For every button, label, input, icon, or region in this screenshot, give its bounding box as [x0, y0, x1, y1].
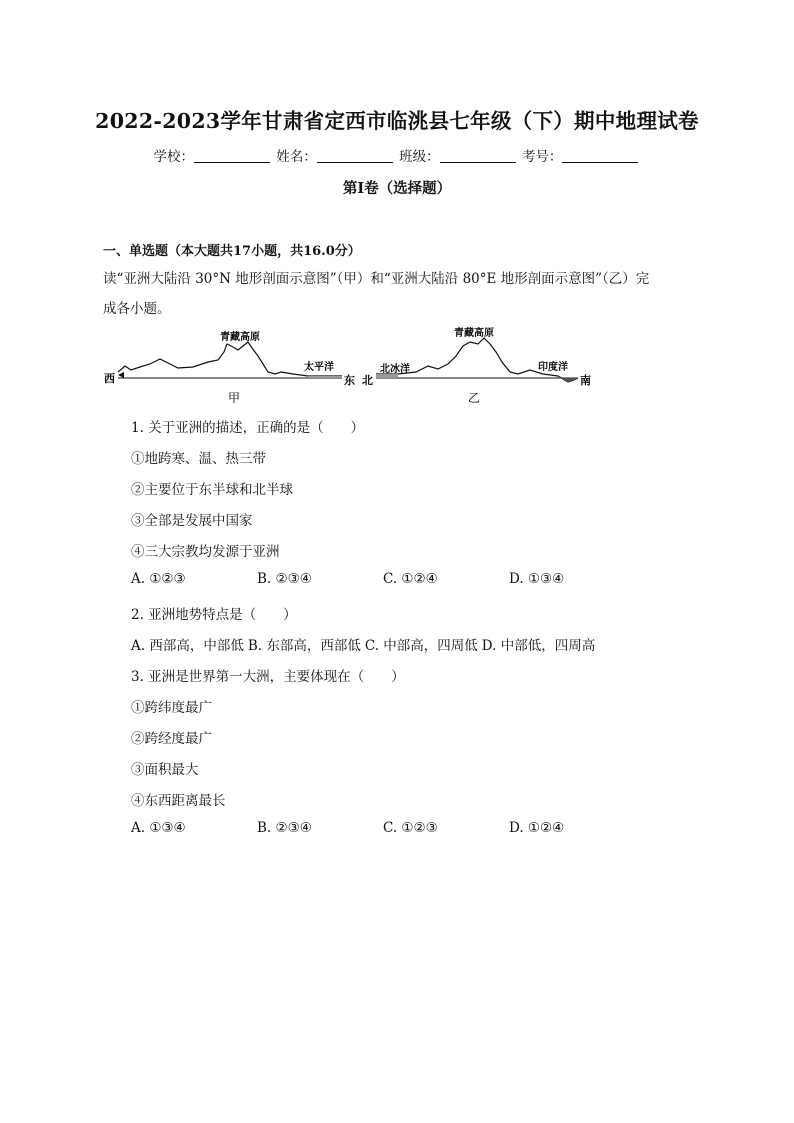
question-2-options — [131, 634, 691, 654]
question-1-option-d[interactable]: D. ①③④ — [509, 571, 565, 587]
question-3-option-b[interactable]: B. ②③④ — [257, 820, 312, 836]
question-3-item-3: ③面积最大 — [131, 762, 199, 778]
profile-yi — [362, 326, 591, 405]
question-2-option-a[interactable]: A. 西部高，中部低 — [131, 638, 244, 654]
yi-south-ocean-shade — [558, 376, 578, 382]
question-3-option-c[interactable]: C. ①②③ — [383, 820, 438, 836]
name-blank[interactable] — [317, 149, 393, 163]
yi-terrain-line — [376, 338, 578, 382]
volume-heading: 第I卷（选择题） — [342, 180, 452, 197]
school-blank[interactable] — [194, 149, 270, 163]
question-3-stem: 3. 亚洲是世界第一大洲，主要体现在（ ） — [131, 669, 405, 685]
question-3-option-a[interactable]: A. ①③④ — [131, 820, 186, 836]
question-1-item-4: ④三大宗教均发源于亚洲 — [131, 544, 280, 560]
intro-line-2: 成各小题。 — [103, 301, 171, 317]
yi-north-ocean-label: 北冰洋 — [380, 364, 410, 375]
question-2-option-b[interactable]: B. 东部高，西部低 — [247, 638, 361, 654]
jia-ocean-label: 太平洋 — [304, 362, 334, 373]
section-heading: 一、单选题（本大题共17小题，共16.0分） — [103, 244, 361, 259]
question-2-option-c[interactable]: C. 中部高，四周低 — [364, 638, 478, 654]
jia-ocean-shade — [308, 376, 342, 378]
question-1-options — [131, 571, 691, 587]
jia-west-label: 西 — [104, 372, 115, 385]
class-label: 班级： — [399, 149, 440, 165]
intro-line-1: 读“亚洲大陆沿 30°N 地形剖面示意图”（甲）和“亚洲大陆沿 80°E 地形剖面示意图”（乙）完 — [103, 271, 650, 287]
question-3-option-d[interactable]: D. ①②④ — [509, 820, 565, 836]
name-label: 姓名： — [276, 149, 317, 165]
question-1-option-b[interactable]: B. ②③④ — [257, 571, 312, 587]
question-1-stem: 1. 关于亚洲的描述，正确的是（ ） — [131, 420, 365, 436]
profile-jia — [104, 330, 355, 405]
terrain-profile-diagram — [98, 322, 598, 406]
question-3-item-4: ④东西距离最长 — [131, 793, 226, 809]
school-label: 学校： — [153, 149, 195, 165]
class-blank[interactable] — [440, 149, 516, 163]
question-2-stem: 2. 亚洲地势特点是（ ） — [131, 607, 297, 623]
jia-arrow — [118, 372, 124, 378]
question-1-item-3: ③全部是发展中国家 — [131, 513, 253, 529]
question-3-options — [131, 820, 691, 836]
number-label: 考号： — [521, 149, 563, 165]
jia-caption: 甲 — [228, 391, 241, 405]
exam-title: 2022-2023学年甘肃省定西市临洮县七年级（下）期中地理试卷 — [95, 109, 699, 133]
student-info-line — [0, 145, 794, 165]
yi-south-ocean-label: 印度洋 — [538, 362, 568, 373]
question-1-item-1: ①地跨寒、温、热三带 — [131, 451, 266, 467]
yi-caption: 乙 — [468, 391, 481, 405]
jia-east-label: 东 — [344, 374, 355, 387]
jia-plateau-label: 青藏高原 — [220, 332, 260, 343]
number-blank[interactable] — [562, 149, 638, 163]
yi-south-label: 南 — [580, 374, 591, 387]
question-2-option-d[interactable]: D. 中部低，四周高 — [481, 638, 596, 654]
question-3-item-1: ①跨纬度最广 — [131, 700, 212, 716]
question-3-item-2: ②跨经度最广 — [131, 731, 212, 747]
yi-plateau-label: 青藏高原 — [454, 328, 494, 339]
question-1-option-a[interactable]: A. ①②③ — [131, 571, 186, 587]
question-1-option-c[interactable]: C. ①②④ — [383, 571, 438, 587]
yi-north-label: 北 — [362, 374, 373, 387]
question-1-item-2: ②主要位于东半球和北半球 — [131, 482, 293, 498]
